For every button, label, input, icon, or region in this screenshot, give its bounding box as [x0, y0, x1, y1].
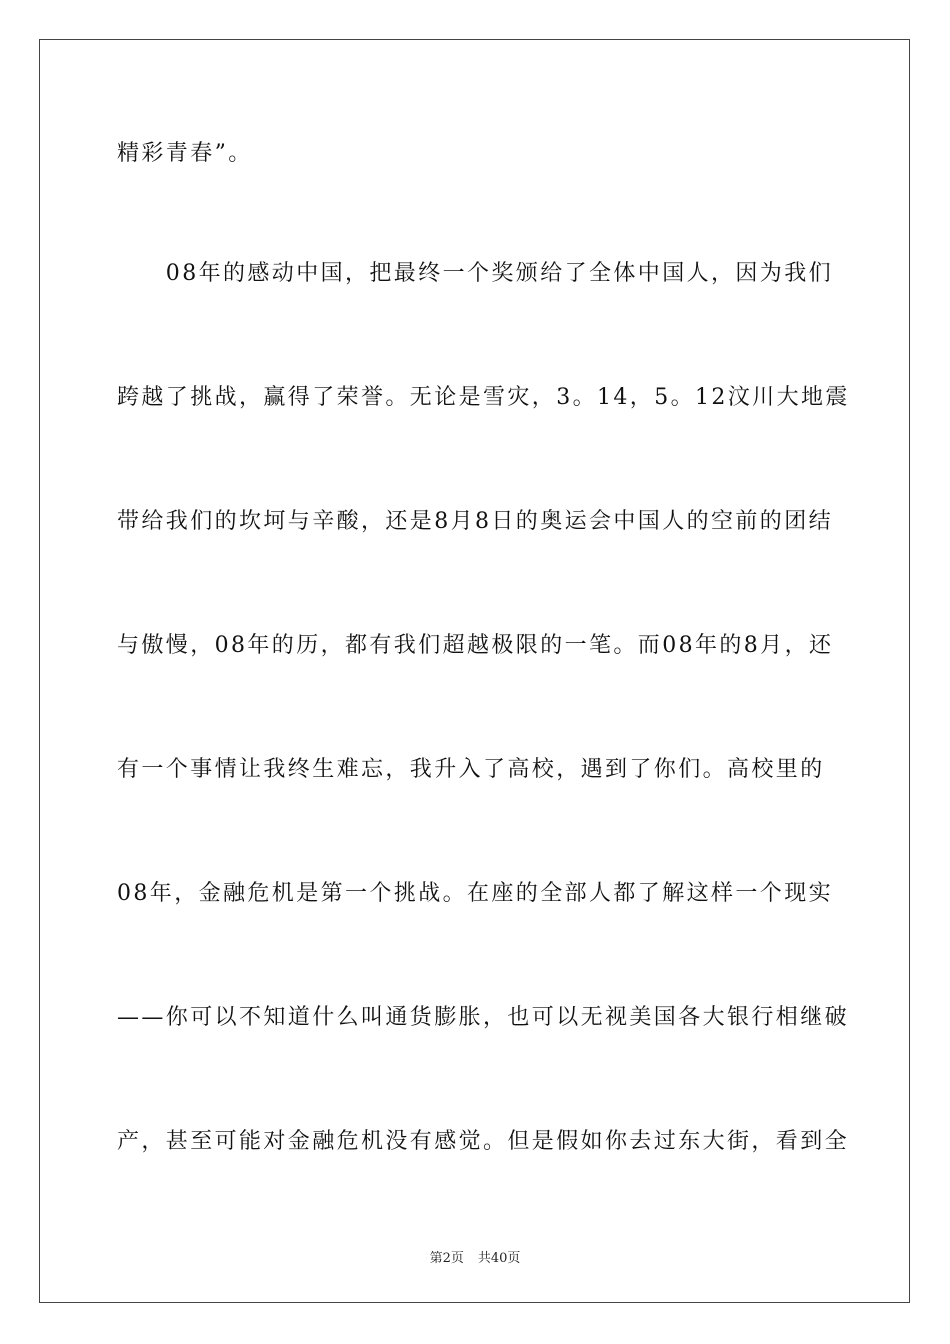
text-line-6: 有一个事情让我终生难忘，我升入了高校，遇到了你们。高校里的	[117, 757, 825, 782]
text-line-3: 跨越了挑战，赢得了荣誉。无论是雪灾，3。14，5。12汶川大地震	[117, 385, 850, 410]
page-number-current: 第2页	[429, 1251, 464, 1266]
text-line-1: 精彩青春”。	[117, 141, 253, 166]
text-line-9: 产，甚至可能对金融危机没有感觉。但是假如你去过东大街，看到全	[117, 1129, 850, 1154]
text-line-7: 08年，金融危机是第一个挑战。在座的全部人都了解这样一个现实	[117, 881, 833, 906]
text-line-2: 08年的感动中国，把最终一个奖颁给了全体中国人，因为我们	[117, 261, 833, 286]
page-footer	[0, 1247, 950, 1266]
page-border	[39, 39, 910, 1303]
text-line-4: 带给我们的坎坷与辛酸，还是8月8日的奥运会中国人的空前的团结	[117, 509, 833, 534]
text-line-5: 与傲慢，08年的历，都有我们超越极限的一笔。而08年的8月，还	[117, 633, 834, 658]
page-number-total: 共40页	[477, 1251, 521, 1266]
text-line-8: ——你可以不知道什么叫通货膨胀，也可以无视美国各大银行相继破	[117, 1005, 850, 1030]
